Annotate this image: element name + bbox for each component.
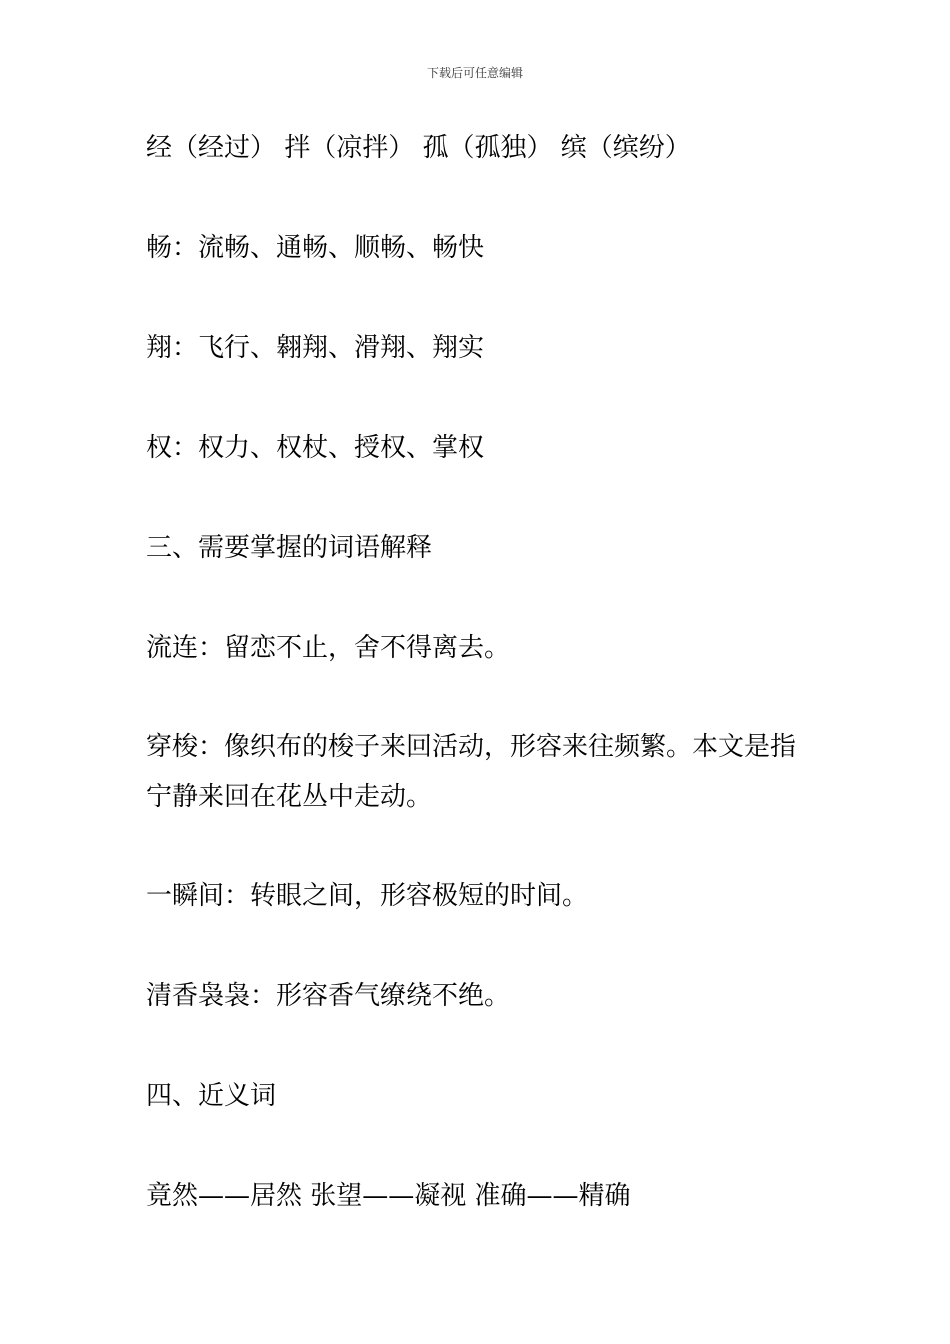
definition-chuansuo: 穿梭：像织布的梭子来回活动，形容来往频繁。本文是指	[146, 732, 797, 762]
word-group-xiang: 翔：飞行、翱翔、滑翔、翔实	[146, 333, 485, 363]
word-group-chang: 畅：流畅、通畅、顺畅、畅快	[146, 233, 485, 263]
section-heading-3: 三、需要掌握的词语解释	[146, 533, 433, 563]
page-header: 下载后可任意编辑	[426, 66, 523, 80]
char-word-line: 经（经过） 拌（凉拌） 孤（孤独） 缤（缤纷）	[146, 133, 691, 163]
definition-yishunjian: 一瞬间：转眼之间，形容极短的时间。	[146, 881, 589, 911]
synonym-line: 竟然——居然 张望——凝视 准确——精确	[146, 1181, 631, 1211]
word-group-quan: 权：权力、权杖、授权、掌权	[146, 433, 485, 463]
definition-chuansuo-cont: 宁静来回在花丛中走动。	[146, 782, 433, 812]
definition-qingxiang: 清香袅袅：形容香气缭绕不绝。	[146, 981, 511, 1011]
definition-liulian: 流连：留恋不止，舍不得离去。	[146, 633, 511, 663]
section-heading-4: 四、近义词	[146, 1081, 277, 1111]
